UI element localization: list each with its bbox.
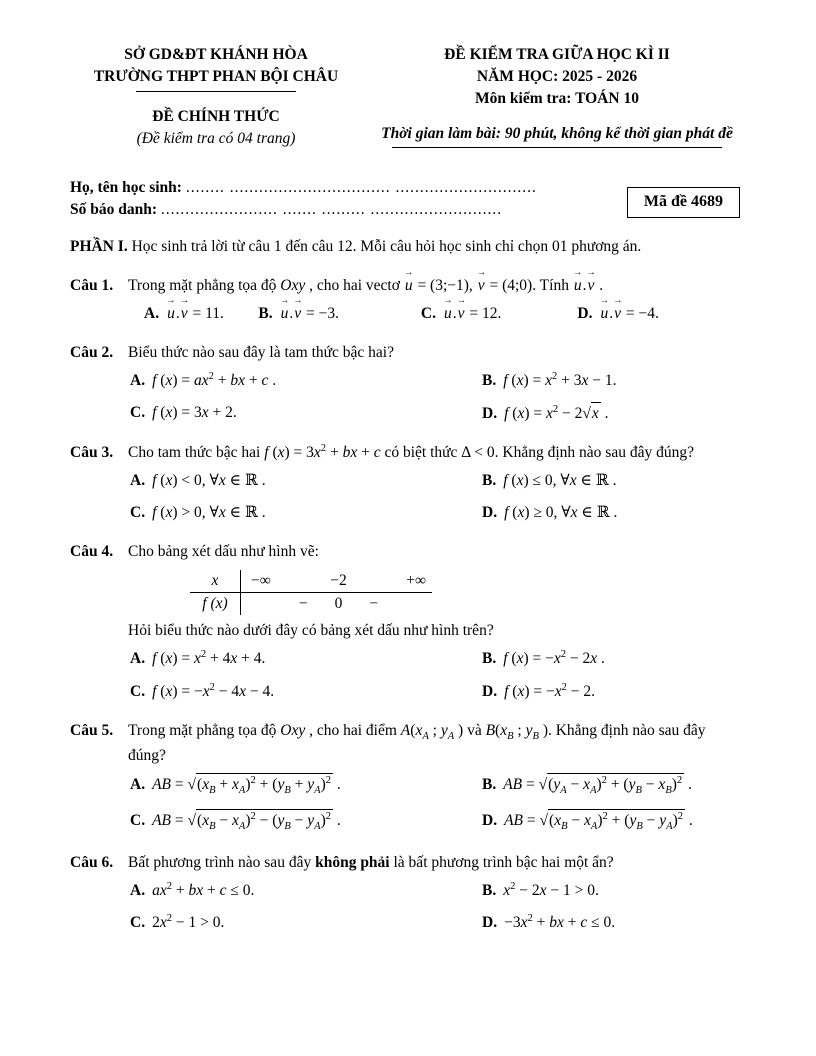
option-a-label: A.	[144, 305, 160, 322]
question-1-option-a	[144, 303, 258, 325]
question-1-option-c	[421, 303, 578, 325]
option-c-label: C.	[130, 812, 146, 830]
question-4-option-c	[130, 680, 482, 702]
header-right-underline	[392, 147, 722, 148]
question-4-option-b	[482, 648, 746, 670]
question-4	[70, 541, 746, 702]
question-2-text: Biểu thức nào sau đây là tam thức bậc hai?	[128, 344, 394, 361]
question-3	[70, 442, 746, 524]
option-c-text: f (x) = 3x + 2.	[152, 404, 237, 422]
option-c-label: C.	[130, 504, 146, 522]
sign-table-var: x	[211, 572, 219, 590]
question-1-options	[144, 303, 746, 325]
question-2-line	[70, 342, 746, 364]
option-b-label: B.	[482, 775, 497, 793]
option-a-text: f (x) < 0, ∀x ∈ ℝ .	[152, 472, 266, 490]
part1-heading	[70, 236, 746, 258]
option-a-label: A.	[130, 650, 146, 668]
header-left	[70, 44, 362, 150]
option-b-text: → u.→ v = −3.	[280, 305, 339, 322]
student-fields	[70, 177, 627, 221]
exam-title: ĐỀ KIỂM TRA GIỮA HỌC KÌ II	[444, 46, 670, 63]
question-3-option-b	[482, 470, 746, 492]
subject: Môn kiểm tra: TOÁN 10	[475, 90, 639, 107]
option-a-text: AB = $√(x_B + x_A)^2 + (y_B + y_A)^2$ .	[152, 776, 341, 793]
option-d-text: $-3x^2$ + bx + c ≤ 0.	[504, 913, 616, 932]
question-5-label: Câu 5.	[70, 721, 114, 739]
option-b-text: f $(x) = -x^2 - 2x$ .	[503, 649, 605, 668]
option-d-text: f $(x) = -x^2 - 2$.	[504, 681, 596, 700]
question-1	[70, 275, 746, 325]
question-4-subtext: Hỏi biểu thức nào dưới đây có bảng xét dấu như hình trên?	[128, 622, 494, 640]
option-d-label: D.	[482, 812, 498, 830]
department-name: SỞ GD&ĐT KHÁNH HÒA	[124, 46, 308, 63]
pages-note: (Đề kiểm tra có 04 trang)	[136, 130, 296, 147]
question-6-label: Câu 6.	[70, 854, 114, 872]
student-id-label: Số báo danh:	[70, 201, 158, 218]
question-6-line	[70, 852, 746, 874]
student-id-dots: ........................ ....... ......... ...........................	[160, 201, 503, 218]
sign-table-intervals	[240, 570, 432, 592]
question-4-options	[130, 648, 746, 702]
question-5-option-d	[482, 809, 746, 835]
part1-label: PHẦN I.	[70, 238, 128, 255]
option-c-text: f $(x) = -x^2 - 4x - 4$.	[152, 681, 275, 700]
option-d-label: D.	[577, 305, 593, 322]
question-6-option-b	[482, 880, 746, 902]
student-id-field	[70, 199, 627, 221]
question-3-option-a	[130, 470, 482, 492]
option-a-label: A.	[130, 372, 146, 390]
question-5-option-a	[130, 773, 482, 799]
option-b-text: AB = $√(y_A - x_A)^2 + (y_B - x_B)^2$ .	[503, 776, 692, 793]
option-a-label: A.	[130, 882, 146, 900]
question-1-option-d	[577, 303, 746, 325]
student-name-dots: ........ ................................. .............................	[185, 179, 537, 196]
question-2-option-d	[482, 402, 746, 425]
sign-table-signs	[240, 593, 432, 615]
question-3-text: Cho tam thức bậc hai f $(x) = 3x^2$ + bx + c có biệt thức Δ < 0. Khẳng định nào sau đây đúng?	[128, 443, 694, 462]
option-c-text: f (x) > 0, ∀x ∈ ℝ .	[152, 504, 266, 522]
option-b-text: $x^2 - 2x - 1 > 0$.	[503, 881, 599, 900]
duration: Thời gian làm bài: 90 phút, không kể thời gian phát đề	[381, 125, 733, 142]
option-d-label: D.	[482, 504, 498, 522]
question-5-option-c	[130, 809, 482, 835]
question-6-option-c	[130, 912, 482, 934]
option-c-text: → u.→ v = 12.	[443, 305, 501, 322]
option-b-label: B.	[482, 882, 497, 900]
question-3-option-c	[130, 502, 482, 524]
sign-left: −	[298, 595, 308, 613]
option-a-text: f $(x) = x^2 + 4x + 4$.	[152, 649, 266, 668]
question-2-label: Câu 2.	[70, 344, 114, 361]
question-5-option-b	[482, 773, 746, 799]
question-1-text: Trong mặt phẳng tọa độ Oxy , cho hai vectơ → u = (3;−1), → v = (4;0). Tính → u.→ v .	[128, 277, 603, 294]
option-d-text: → u.→ v = −4.	[600, 305, 659, 322]
option-d-text: f (x) ≥ 0, ∀x ∈ ℝ .	[504, 504, 618, 522]
question-6-option-d	[482, 912, 746, 934]
header-left-underline	[136, 91, 296, 92]
interval-root: −2	[330, 572, 347, 590]
interval-neg-infinity: −∞	[251, 572, 271, 590]
question-6-text: Bất phương trình nào sau đây không phải là bất phương trình bậc hai một ẩn?	[128, 854, 614, 872]
option-b-text: f $(x) = x^2 + 3x - 1$.	[503, 371, 617, 390]
option-d-text: AB = $√(x_B - x_A)^2 + (y_B - y_A)^2$ .	[504, 812, 693, 829]
option-a-label: A.	[130, 775, 146, 793]
sign-right: −	[369, 595, 379, 613]
option-b-label: B.	[482, 650, 497, 668]
option-a-text: f $(x) = ax^2$ + bx + c .	[152, 371, 277, 390]
option-c-text: AB = $√(x_B - x_A)^2 - (y_B - y_A)^2$ .	[152, 812, 341, 829]
question-1-option-b	[258, 303, 421, 325]
sign-table-bottom-row	[190, 593, 432, 615]
question-2-option-c	[130, 402, 482, 425]
option-b-label: B.	[258, 305, 273, 322]
student-name-label: Họ, tên học sinh:	[70, 179, 182, 196]
option-d-text: f $(x) = x^2 - 2√x$ .	[504, 405, 608, 422]
question-5-line	[70, 720, 746, 767]
question-3-options	[130, 470, 746, 524]
option-d-label: D.	[482, 682, 498, 700]
question-6	[70, 852, 746, 934]
option-b-label: B.	[482, 472, 497, 490]
option-c-label: C.	[420, 305, 436, 322]
exam-code-box: Mã đề 4689	[627, 187, 740, 218]
header	[70, 44, 746, 150]
student-info	[70, 177, 746, 221]
question-4-option-d	[482, 680, 746, 702]
school-name: TRƯỜNG THPT PHAN BỘI CHÂU	[93, 68, 339, 85]
question-3-label: Câu 3.	[70, 444, 114, 462]
question-5	[70, 720, 746, 836]
sign-table-top-row	[190, 570, 432, 593]
header-right	[362, 44, 746, 150]
option-a-text: → u.→ v = 11.	[166, 305, 224, 322]
school-year: NĂM HỌC: 2025 - 2026	[476, 68, 638, 85]
option-a-text: $ax^2$ + bx + c ≤ 0.	[152, 881, 255, 900]
question-2-options	[130, 370, 746, 425]
sign-table	[190, 570, 432, 615]
question-1-line	[70, 275, 746, 297]
question-5-text: Trong mặt phẳng tọa độ Oxy , cho hai điểm $A(x_A$ ; $y_A$ ) và $B(x_B$ ; $y_B$ ). Khẳng định nào sau đây đúng?	[128, 721, 706, 764]
option-c-label: C.	[130, 682, 146, 700]
question-6-option-a	[130, 880, 482, 902]
sign-zero: 0	[334, 595, 343, 613]
option-c-label: C.	[130, 404, 146, 422]
question-4-label: Câu 4.	[70, 543, 114, 561]
question-2-option-a	[130, 370, 482, 392]
question-4-text: Cho bảng xét dấu như hình vẽ:	[128, 543, 319, 561]
option-c-text: $2x^2 - 1 > 0$.	[152, 913, 225, 932]
question-2	[70, 342, 746, 425]
interval-pos-infinity: +∞	[406, 572, 426, 590]
option-d-label: D.	[482, 405, 498, 423]
option-a-label: A.	[130, 472, 146, 490]
question-2-option-b	[482, 370, 746, 392]
option-b-label: B.	[482, 372, 497, 390]
official-exam-label: ĐỀ CHÍNH THỨC	[152, 108, 280, 125]
question-1-label: Câu 1.	[70, 277, 114, 294]
question-4-line	[70, 541, 746, 563]
option-d-label: D.	[482, 914, 498, 932]
option-c-label: C.	[130, 914, 146, 932]
part1-instructions: Học sinh trả lời từ câu 1 đến câu 12. Mỗi câu hỏi học sinh chỉ chọn 01 phương án.	[131, 238, 642, 255]
question-3-option-d	[482, 502, 746, 524]
question-3-line	[70, 442, 746, 464]
student-name-field	[70, 177, 627, 199]
option-b-text: f (x) ≤ 0, ∀x ∈ ℝ .	[503, 472, 617, 490]
question-6-options	[130, 880, 746, 934]
question-5-options	[130, 773, 746, 835]
question-4-option-a	[130, 648, 482, 670]
sign-table-func: f (x)	[202, 595, 228, 613]
